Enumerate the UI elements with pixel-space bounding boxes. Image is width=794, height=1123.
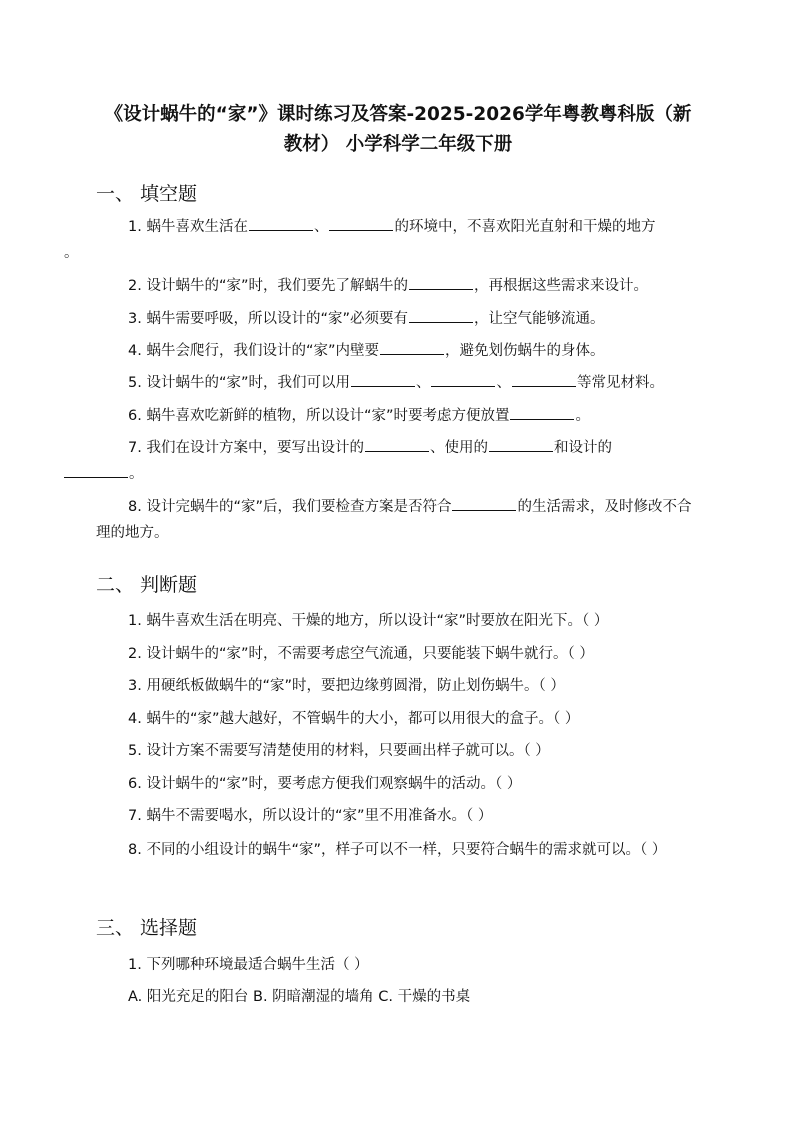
judge-question-5: 5. 设计方案不需要写清楚使用的材料，只要画出样子就可以。（ ） <box>128 743 550 759</box>
answer-blank[interactable] <box>489 437 553 452</box>
section-heading-choice: 三、 选择题 <box>96 917 198 939</box>
question-text: 7. 我们在设计方案中，要写出设计的 <box>128 440 364 456</box>
choice-question-1: 1. 下列哪种环境最适合蜗牛生活（ ） <box>128 957 369 973</box>
question-text: 、 <box>415 375 431 391</box>
judge-question-8: 8. 不同的小组设计的蜗牛“家”，样子可以不一样，只要符合蜗牛的需求就可以。（ ） <box>128 842 667 858</box>
judge-question-1: 1. 蜗牛喜欢生活在明亮、干燥的地方，所以设计“家”时要放在阳光下。（ ） <box>128 613 609 629</box>
question-text: 。 <box>129 466 144 482</box>
answer-blank[interactable] <box>380 340 444 355</box>
answer-blank[interactable] <box>409 308 473 323</box>
fill-question-4 <box>96 338 700 364</box>
fill-question-7 <box>96 435 700 487</box>
judge-question-3: 3. 用硬纸板做蜗牛的“家”时，要把边缘剪圆滑，防止划伤蜗牛。（ ） <box>128 678 565 694</box>
fill-question-1 <box>64 214 700 266</box>
question-text: 、 <box>313 219 329 235</box>
answer-blank[interactable] <box>365 437 429 452</box>
judge-question-4: 4. 蜗牛的“家”越大越好，不管蜗牛的大小，都可以用很大的盒子。（ ） <box>128 711 580 727</box>
question-text: 、使用的 <box>429 440 488 456</box>
fill-question-2 <box>96 273 700 299</box>
section-heading-fill: 一、 填空题 <box>96 183 198 205</box>
answer-blank[interactable] <box>64 463 128 478</box>
answer-blank[interactable] <box>329 216 393 231</box>
question-text: 的生活需求，及时修改不合理的地方。 <box>96 499 692 541</box>
fill-question-8 <box>96 494 700 546</box>
judge-question-7: 7. 蜗牛不需要喝水，所以设计的“家”里不用准备水。（ ） <box>128 808 493 824</box>
question-text: 3. 蜗牛需要呼吸，所以设计的“家”必须要有 <box>128 311 408 327</box>
answer-blank[interactable] <box>351 372 415 387</box>
fill-question-3 <box>96 306 700 332</box>
question-text: 5. 设计蜗牛的“家”时，我们可以用 <box>128 375 350 391</box>
question-text: 等常见材料。 <box>576 375 664 391</box>
question-text: ，让空气能够流通。 <box>473 311 605 327</box>
question-text: 的环境中，不喜欢阳光直射和干燥的地方 <box>394 219 656 235</box>
judge-question-2: 2. 设计蜗牛的“家”时，不需要考虑空气流通，只要能装下蜗牛就行。（ ） <box>128 646 594 662</box>
fill-question-5 <box>96 370 700 396</box>
answer-blank[interactable] <box>409 275 473 290</box>
question-text: 。 <box>64 245 79 261</box>
question-text: 2. 设计蜗牛的“家”时，我们要先了解蜗牛的 <box>128 278 408 294</box>
section-heading-judge: 二、 判断题 <box>96 574 198 596</box>
answer-blank[interactable] <box>431 372 495 387</box>
judge-question-6: 6. 设计蜗牛的“家”时，要考虑方便我们观察蜗牛的活动。（ ） <box>128 776 522 792</box>
answer-blank[interactable] <box>510 405 574 420</box>
question-text: 。 <box>575 408 590 424</box>
question-text: 和设计的 <box>553 440 612 456</box>
question-text: ，再根据这些需求来设计。 <box>473 278 648 294</box>
choice-options-1: A. 阳光充足的阳台 B. 阴暗潮湿的墙角 C. 干燥的书桌 <box>128 989 471 1005</box>
question-text: 4. 蜗牛会爬行，我们设计的“家”内壁要 <box>128 343 379 359</box>
question-text: 、 <box>496 375 511 391</box>
question-text: ，避免划伤蜗牛的身体。 <box>444 343 605 359</box>
answer-blank[interactable] <box>249 216 313 231</box>
answer-blank[interactable] <box>512 372 576 387</box>
question-text: 1. 蜗牛喜欢生活在 <box>128 219 248 235</box>
question-text: 8. 设计完蜗牛的“家”后，我们要检查方案是否符合 <box>128 499 452 515</box>
answer-blank[interactable] <box>452 496 516 511</box>
question-text: 6. 蜗牛喜欢吃新鲜的植物，所以设计“家”时要考虑方便放置 <box>128 408 510 424</box>
document-title: 《设计蜗牛的“家”》课时练习及答案-2025-2026学年粤教粤科版（新教材） 小学科学二年级下册 <box>104 104 692 155</box>
fill-question-6 <box>96 403 700 429</box>
